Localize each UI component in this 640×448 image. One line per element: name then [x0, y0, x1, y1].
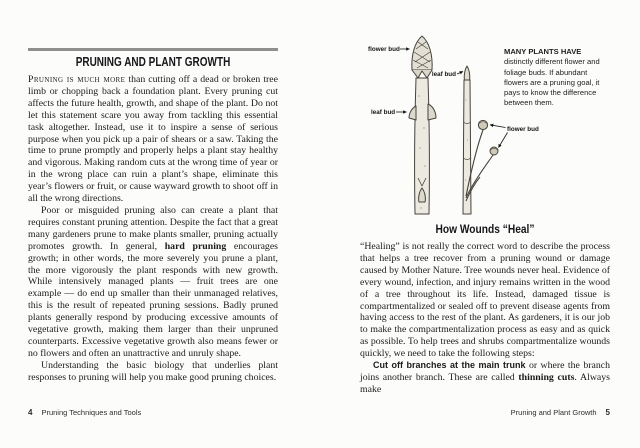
section-heading: How Wounds “Heal”	[435, 222, 535, 236]
left-page-number: 4	[28, 408, 33, 417]
callout-arrow-leaf-bud-right	[457, 72, 463, 75]
label-leaf-bud-left: leaf bud	[371, 109, 396, 116]
label-flower-bud-right: flower bud	[507, 126, 539, 133]
twig-with-leaf-bud-and-flower-stalks	[463, 66, 498, 214]
callout-arrow-flower-bud-right-bottom	[499, 133, 508, 148]
label-flower-bud-left: flower bud	[368, 46, 400, 53]
figure-caption-lead: MANY PLANTS HAVE	[504, 47, 582, 56]
paragraph-2	[28, 205, 278, 360]
left-footer-section: Pruning Techniques and Tools	[41, 408, 142, 417]
paragraph-2-text-before: Poor or misguided pruning also can create a plant that requires constant pruning attention. Despite the fact that a great many gardeners prune to make plants smaller, pruning actually promotes growth. In general,	[28, 204, 278, 252]
paragraph-1-lead-smallcaps: Pruning is much more	[28, 74, 126, 85]
left-page	[28, 48, 278, 384]
paragraph-2-text-after: encourages growth; in other words, the more severely you prune a plant, the more vigorously the plant responds with new growth. While intensively managed plants — fruit trees are one example — do end up smaller than their unmanaged relatives, this is the result of repeated pruning sessions. Badly pruned plants generally respond by producing excessive amounts of vegetative growth, making them larger than their unpruned counterparts. Excessive vegetative growth also means fewer or no flowers and often an unattractive and unruly shape.	[28, 240, 278, 359]
right-page-footer	[360, 408, 610, 417]
title-rule	[28, 48, 278, 51]
right-paragraph-1: “Healing” is not really the correct word to describe the process that helps a tree recover from a pruning wound or damage caused by Mother Nature. Tree wounds never heal. Evidence of every wound, infection, and injury remains written in the wood of a tree throughout its life. Instead, damaged tissue is compartmentalized or sealed off to prevent disease agents from having access to the rest of the plant. As gardeners, it is our job to make the compartmentalization process as easy and as quick as possible. To help trees and shrubs compartmentalize wounds quickly, we need to take the following steps:	[360, 241, 610, 360]
figure-caption-text: distinctly different flower and foliage buds. If abundant flowers are a pruning goal, it pays to know the difference between them.	[504, 57, 600, 108]
right-footer-section: Pruning and Plant Growth	[510, 408, 597, 417]
label-leaf-bud-right: leaf bud	[431, 71, 456, 78]
right-paragraph-2-end: . Always make	[360, 371, 610, 395]
right-paragraph-2	[360, 360, 610, 396]
right-page-body	[360, 241, 610, 396]
right-page-number: 5	[605, 408, 610, 417]
paragraph-1	[28, 74, 278, 205]
right-paragraph-2-bold-lead: Cut off branches at the main trunk	[373, 360, 526, 371]
paragraph-1-text: than cutting off a dead or broken tree limb or chopping back a foundation plant. Every pruning cut affects the future health, growth, and shape of the plant. Do not let this statement scare you away from tackling this essential task altogether. Instead, use it to inspire a sense of serious purpose when you pick up a pair of shears or a saw. Taking the time to prune promptly and properly helps a plant stay healthy and vigorous. Making random cuts at the wrong time of year or in the wrong place can ruin a plant’s shape, eliminate this year’s flowers or fruit, or cause wayward growth to shoot off in all the wrong directions.	[28, 74, 279, 205]
twig-with-flower-and-leaf-buds	[409, 36, 436, 214]
paragraph-2-bold-term: hard pruning	[164, 240, 227, 252]
left-page-body	[28, 74, 278, 384]
chapter-title: PRUNING AND PLANT GROWTH	[75, 55, 231, 69]
figure-caption	[504, 47, 608, 109]
callout-arrow-flower-bud-right-top	[490, 125, 506, 128]
right-paragraph-2-bold-term: thinning cuts	[518, 371, 575, 383]
paragraph-3: Understanding the basic biology that underlies plant responses to pruning will help you make good pruning choices.	[28, 359, 278, 383]
left-page-footer	[28, 408, 141, 417]
right-paragraph-2-middle: or where the branch joins another branch. These are called	[360, 360, 611, 383]
